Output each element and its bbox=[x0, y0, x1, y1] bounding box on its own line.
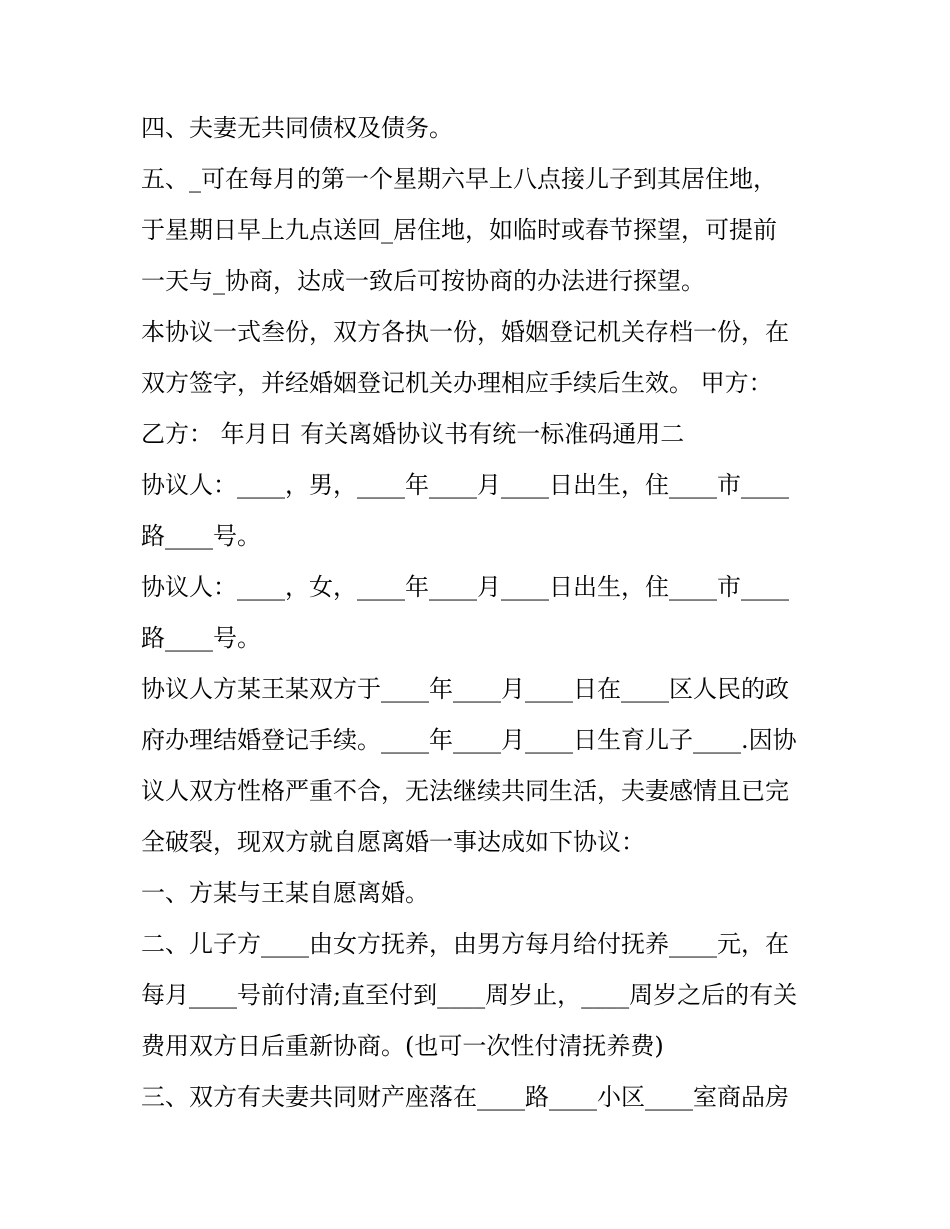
text-line: 全破裂，现双方就自愿离婚一事达成如下协议： bbox=[141, 828, 645, 856]
text-line: 协议人：____，男，____年____月____日出生，住____市____ bbox=[141, 471, 789, 499]
text-line: 费用双方日后重新协商。(也可一次性付清抚养费) bbox=[141, 1032, 664, 1060]
text-line: 二、儿子方____由女方抚养，由男方每月给付抚养____元，在 bbox=[141, 930, 789, 958]
text-line: 乙方： 年月日 有关离婚协议书有统一标准码通用二 bbox=[141, 420, 685, 448]
text-line: 府办理结婚登记手续。____年____月____日生育儿子____.因协 bbox=[141, 726, 797, 754]
text-line: 一、方某与王某自愿离婚。 bbox=[141, 879, 429, 907]
text-line: 每月____号前付清;直至付到____周岁止，____周岁之后的有关 bbox=[141, 981, 798, 1009]
text-line: 路____号。 bbox=[141, 522, 261, 550]
text-line: 协议人方某王某双方于____年____月____日在____区人民的政 bbox=[141, 675, 789, 703]
text-line: 议人双方性格严重不合，无法继续共同生活，夫妻感情且已完 bbox=[141, 777, 789, 805]
text-line: 于星期日早上九点送回_居住地，如临时或春节探望，可提前 bbox=[141, 216, 777, 244]
text-line: 路____号。 bbox=[141, 624, 261, 652]
text-line: 一天与_协商，达成一致后可按协商的办法进行探望。 bbox=[141, 267, 705, 295]
text-line: 三、双方有夫妻共同财产座落在____路____小区____室商品房 bbox=[141, 1083, 789, 1111]
text-line: 五、_可在每月的第一个星期六早上八点接儿子到其居住地， bbox=[141, 165, 777, 193]
document-body bbox=[141, 103, 821, 1123]
text-line: 协议人：____，女，____年____月____日出生，住____市____ bbox=[141, 573, 789, 601]
text-line: 本协议一式叁份，双方各执一份，婚姻登记机关存档一份，在 bbox=[141, 318, 789, 346]
text-line: 双方签字，并经婚姻登记机关办理相应手续后生效。 甲方： bbox=[141, 369, 773, 397]
text-line: 四、夫妻无共同债权及债务。 bbox=[141, 114, 453, 142]
